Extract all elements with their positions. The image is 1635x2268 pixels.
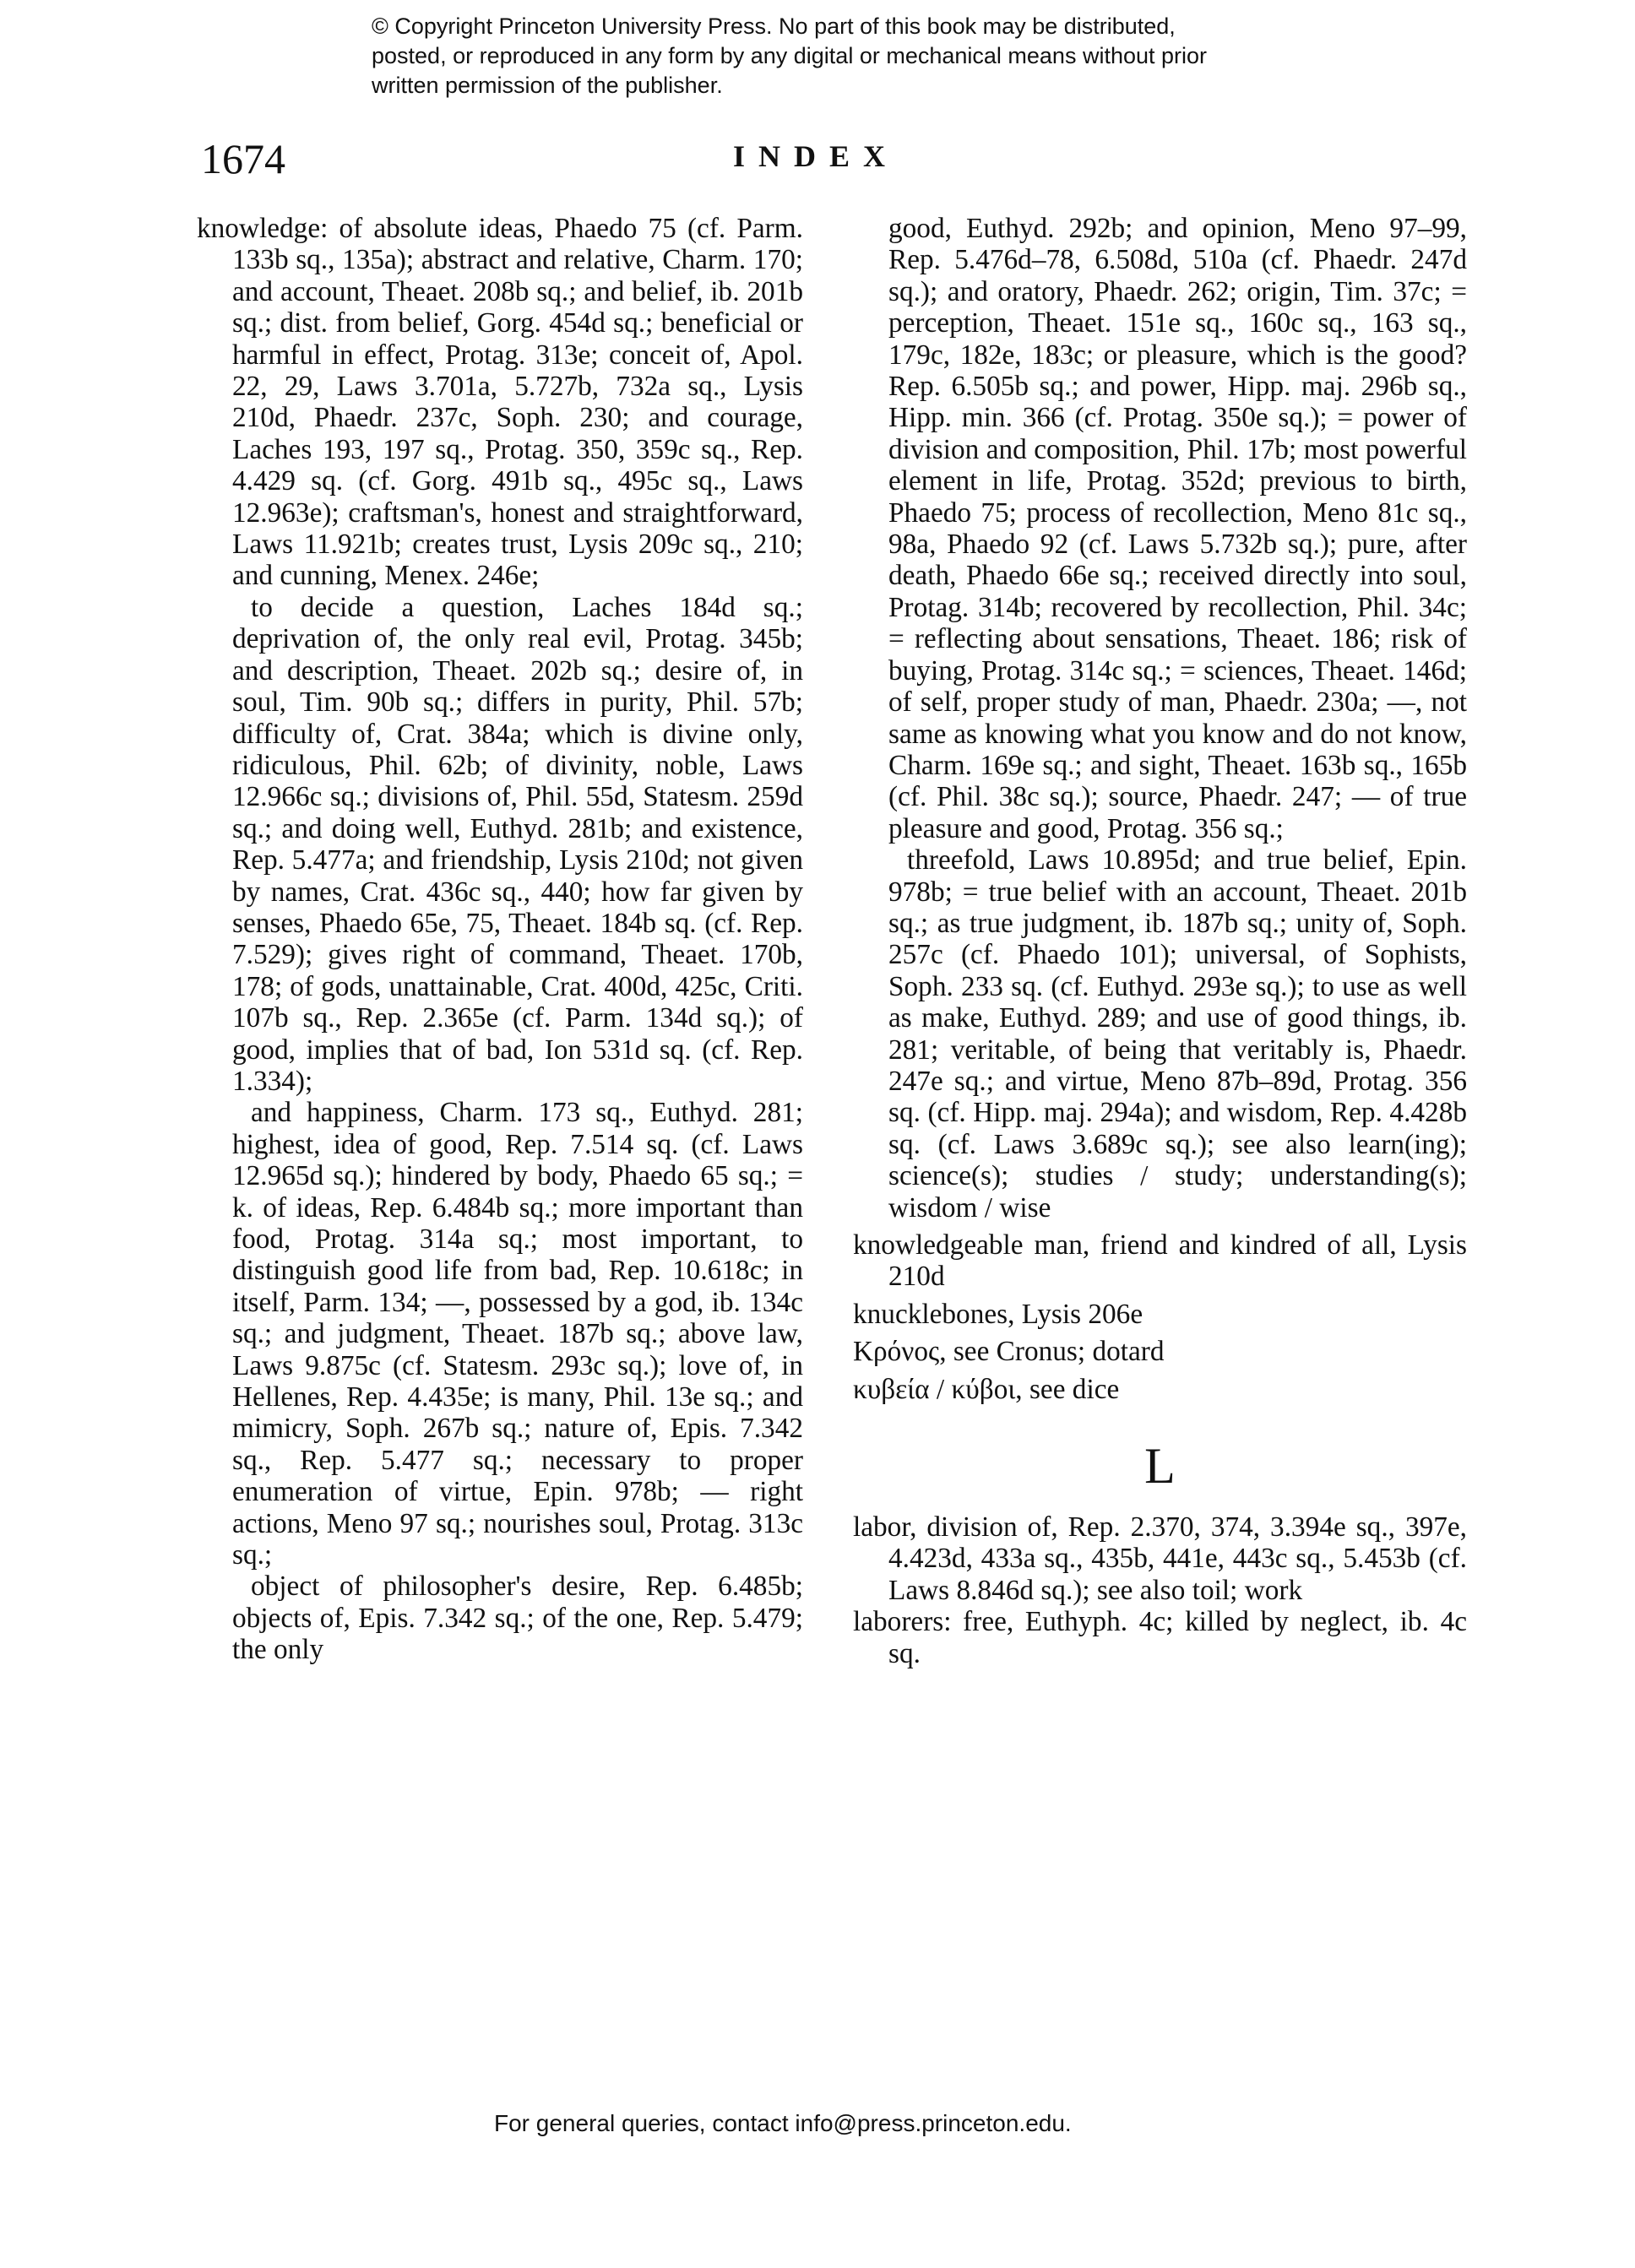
page-number: 1674 — [201, 135, 285, 182]
index-entry-kybeia: κυβεία / κύβοι, see dice — [853, 1373, 1120, 1405]
index-entry-laborers: laborers: free, Euthyph. 4c; killed by neglect, ib. 4c sq. — [853, 1606, 1467, 1669]
copyright-notice: © Copyright Princeton University Press. No part of this book may be distributed, posted, or reproduced in any form by any digital or mechanical means without prior written permission of the publisher. — [372, 14, 1208, 98]
index-entry-kronos: Κρόνος, see Cronus; dotard — [853, 1336, 1165, 1368]
contact-footer: For general queries, contact info@press.princeton.edu. — [494, 2110, 1072, 2136]
index-subentry: to decide a question, Laches 184d sq.; deprivation of, the only real evil, Protag. 345b; and description, Theaet. 202b sq.; desire of, in soul, Tim. 90b sq.; differs in purity, Phil. 57b; difficulty of, Crat. 384a; which is divine only, ridiculous, Phil. 62b; of divinity, noble, Laws 12.966c sq.; divisions of, Phil. 55d, Statesm. 259d sq.; and doing well, Euthyd. 281b; and existence, Rep. 5.477a; and friendship, Lysis 210d; not given by names, Crat. 436c sq., 440; how far given by senses, Phaedo 65e, 75, Theaet. 184b sq. (cf. Rep. 7.529); gives right of command, Theaet. 170b, 178; of gods, unattainable, Crat. 400d, 425c, Criti. 107b sq., Rep. 2.365e (cf. Parm. 134d sq.); of good, implies that of bad, Ion 531d sq. (cf. Rep. 1.334); — [232, 591, 803, 1097]
index-column-left — [197, 213, 803, 1666]
running-head: INDEX — [733, 139, 899, 173]
index-entry-labor: labor, division of, Rep. 2.370, 374, 3.394e sq., 397e, 4.423d, 433a sq., 435b, 441e, 443c sq., 5.453b (cf. Laws 8.846d sq.); see also toil; work — [853, 1511, 1467, 1606]
index-entry-knowledgeable: knowledgeable man, friend and kindred of all, Lysis 210d — [853, 1229, 1467, 1293]
index-entry-continuation: good, Euthyd. 292b; and opinion, Meno 97–99, Rep. 5.476d–78, 6.508d, 510a (cf. Phaedr. 247d sq.); and oratory, Phaedr. 262; origin, Tim. 37c; = perception, Theaet. 151e sq., 160c sq., 163 sq., 179c, 182e, 183c; or pleasure, which is the good? Rep. 6.505b sq.; and power, Hipp. maj. 296b sq., Hipp. min. 366 (cf. Protag. 350e sq.); = power of division and composition, Phil. 17b; most powerful element in life, Protag. 352d; previous to birth, Phaedo 75; process of recollection, Meno 81c sq., 98a, Phaedo 92 (cf. Laws 5.732b sq.); pure, after death, Phaedo 66e sq.; received directly into soul, Protag. 314b; recovered by recollection, Phil. 34c; = reflecting about sensations, Theaet. 186; risk of buying, Protag. 314c sq.; = sciences, Theaet. 146d; of self, proper study of man, Phaedr. 230a; —, not same as knowing what you know and do not know, Charm. 169e sq.; and sight, Theaet. 163b sq., 165b (cf. Phil. 38c sq.); source, Phaedr. 247; — of true pleasure and good, Protag. 356 sq.; — [888, 213, 1467, 844]
index-entry-knucklebones: knucklebones, Lysis 206e — [853, 1298, 1143, 1330]
index-subentry: object of philosopher's desire, Rep. 6.485b; objects of, Epis. 7.342 sq.; of the one, Rep. 5.479; the only — [232, 1571, 803, 1666]
letter-heading: L — [1144, 1438, 1176, 1495]
index-subentry: threefold, Laws 10.895d; and true belief, Epin. 978b; = true belief with an account, Theaet. 201b sq.; as true judgment, ib. 187b sq.; unity of, Soph. 257c (cf. Phaedo 101); universal, of Sophists, Soph. 233 sq. (cf. Euthyd. 293e sq.); to use as well as make, Euthyd. 289; and use of good things, ib. 281; veritable, of being that veritably is, Phaedr. 247e sq.; and virtue, Meno 87b–89d, Protag. 356 sq. (cf. Hipp. maj. 294a); and wisdom, Rep. 4.428b sq. (cf. Laws 3.689c sq.); see also learn(ing); science(s); studies / study; understanding(s); wisdom / wise — [888, 844, 1467, 1224]
index-entry-knowledge: knowledge: of absolute ideas, Phaedo 75 (cf. Parm. 133b sq., 135a); abstract and relative, Charm. 170; and account, Theaet. 208b sq.; and belief, ib. 201b sq.; dist. from belief, Gorg. 454d sq.; beneficial or harmful in effect, Protag. 313e; conceit of, Apol. 22, 29, Laws 3.701a, 5.727b, 732a sq., Lysis 210d, Phaedr. 237c, Soph. 230; and courage, Laches 193, 197 sq., Protag. 350, 359c sq., Rep. 4.429 sq. (cf. Gorg. 491b sq., 495c sq., Laws 12.963e); craftsman's, honest and straightforward, Laws 11.921b; creates trust, Lysis 209c sq., 210; and cunning, Menex. 246e; — [197, 213, 803, 592]
index-column-right — [853, 213, 1467, 1669]
index-subentry: and happiness, Charm. 173 sq., Euthyd. 281; highest, idea of good, Rep. 7.514 sq. (cf. Laws 12.965d sq.); hindered by body, Phaedo 65 sq.; = k. of ideas, Rep. 6.484b sq.; more important than food, Protag. 314a sq.; most important, to distinguish good life from bad, Rep. 10.618c; in itself, Parm. 134; —, possessed by a god, ib. 134c sq.; and judgment, Theaet. 187b sq.; above law, Laws 9.875c (cf. Statesm. 293c sq.); love of, in Hellenes, Rep. 4.435e; is many, Phil. 13e sq.; and mimicry, Soph. 267b sq.; nature of, Epis. 7.342 sq., Rep. 5.477 sq.; necessary to proper enumeration of virtue, Epin. 978b; — right actions, Meno 97 sq.; nourishes soul, Protag. 313c sq.; — [232, 1097, 803, 1571]
